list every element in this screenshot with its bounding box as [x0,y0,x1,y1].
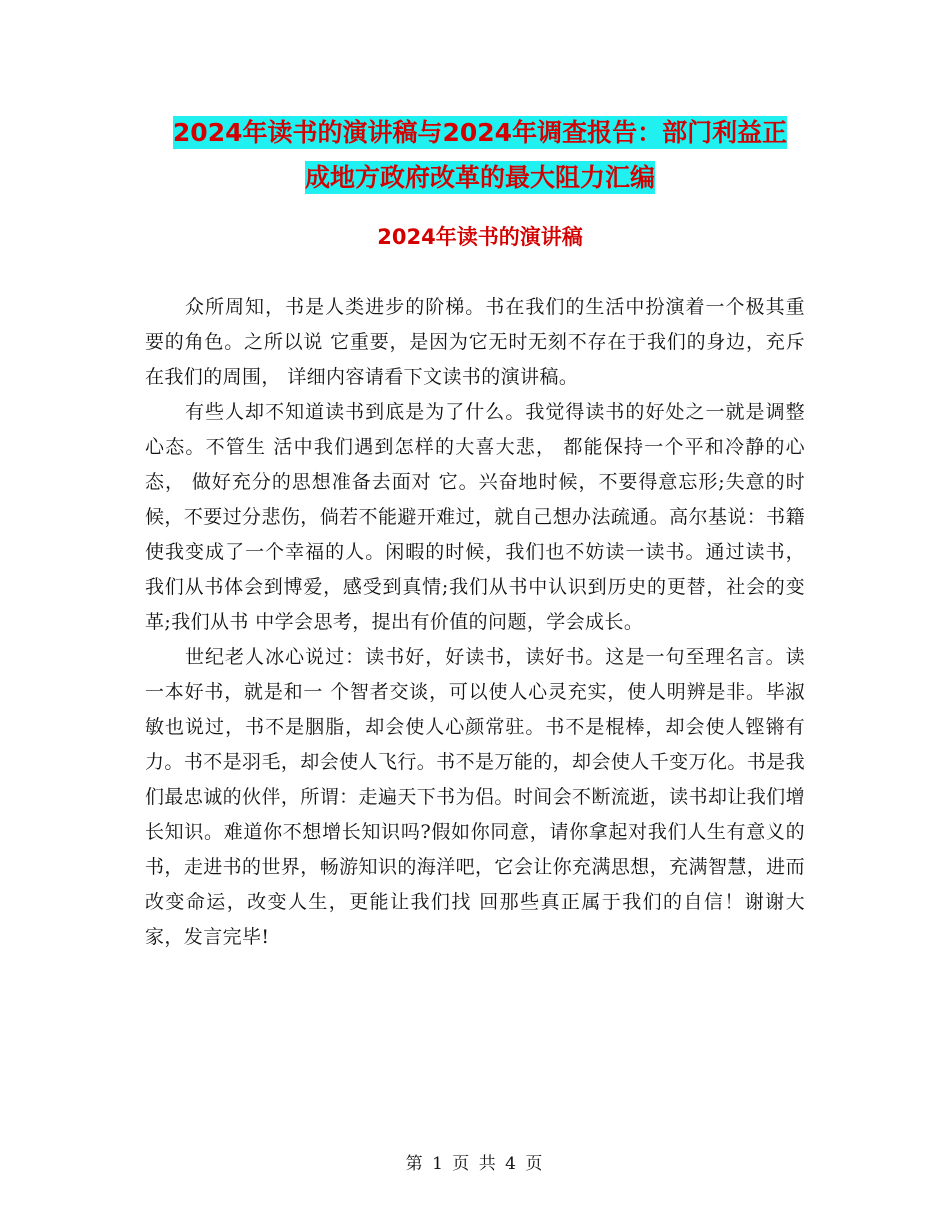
page-footer: 第 1 页 共 4 页 [405,1154,545,1174]
document-title [140,110,820,200]
document-title-line-2: 成地方政府改革的最大阻力汇编 [304,163,655,192]
paragraph-2: 有些人却不知道读书到底是为了什么。我觉得读书的好处之一就是调整心态。不管生 活中我们遇到怎样的大喜大悲， 都能保持一个平和冷静的心态， 做好充分的思想准备去面对 它。兴奋地时候，不要得意忘形;失意的时候，不要过分悲伤，倘若不能避开难过，就自己想办法疏通。高尔基说：书籍使我变成了一个幸福的人。闲暇的时候，我们也不妨读一读书。通过读书， 我们从书体会到博爱，感受到真情;我们从书中认识到历史的更替，社会的变革;我们从书 中学会思考，提出有价值的问题，学会成长。 [145,401,805,633]
paragraph-1: 众所周知，书是人类进步的阶梯。书在我们的生活中扮演着一个极其重要的角色。之所以说 它重要，是因为它无时无刻不存在于我们的身边，充斥在我们的周围， 详细内容请看下文读书的演讲稿。 [145,296,805,388]
section-title: 2024年读书的演讲稿 [377,225,583,249]
paragraph-3: 世纪老人冰心说过：读书好，好读书，读好书。这是一句至理名言。读一本好书，就是和一 个智者交谈，可以使人心灵充实，使人明辨是非。毕淑敏也说过，书不是胭脂，却会使人心颜常驻。书不是棍棒，却会使人铿锵有力。书不是羽毛，却会使人飞行。书不是万能的，却会使人千变万化。书是我们最忠诚的伙伴，所谓：走遍天下书为侣。时间会不断流逝，读书却让我们增长知识。难道你不想增长知识吗?假如你同意，请你拿起对我们人生有意义的书，走进书的世界，畅游知识的海洋吧，它会让你充满思想，充满智慧，进而改变命运，改变人生，更能让我们找 回那些真正属于我们的自信！谢谢大家，发言完毕! [145,646,805,948]
document-title-line-1: 2024年读书的演讲稿与2024年调查报告：部门利益正 [172,118,788,147]
speech-body [145,290,805,955]
